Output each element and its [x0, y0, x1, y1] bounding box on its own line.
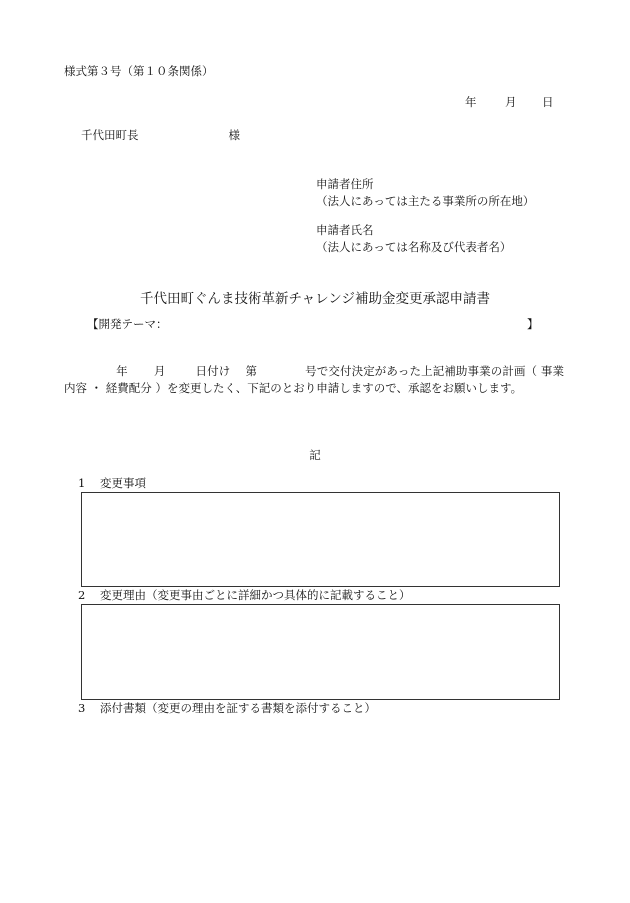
section-2-number: 2 [78, 588, 86, 602]
applicant-name-label: 申請者氏名 [316, 223, 374, 237]
section-1-number: 1 [78, 476, 86, 490]
section-2-heading [78, 589, 411, 603]
document-title: 千代田町ぐんま技術革新チャレンジ補助金変更承認申請書 [140, 291, 490, 307]
date-month-label: 月 [505, 95, 517, 109]
section-3-heading [78, 702, 376, 716]
body-main-text: 号で交付決定があった上記補助事業の計画（ 事業内容 ・ 経費配分 ）を変更したく、下記のとおり申請しますので、承認をお願いします。 [64, 364, 565, 396]
development-theme-line [87, 317, 539, 332]
applicant-name-block [316, 222, 511, 255]
applicant-name-note: （法人にあっては名称及び代表者名） [316, 239, 512, 254]
body-month: 月 [153, 364, 166, 378]
date-line [465, 96, 554, 110]
change-items-box[interactable] [81, 492, 560, 587]
applicant-address-label: 申請者住所 [316, 177, 374, 191]
form-number: 様式第３号（第１０条関係） [64, 64, 214, 78]
body-dai: 第 [245, 364, 258, 378]
theme-open-label: 【開発テーマ： [87, 317, 168, 331]
body-year: 年 [116, 364, 128, 378]
body-day-dated: 日付け [195, 364, 231, 378]
section-3-label: 添付書類（変更の理由を証する書類を添付すること） [100, 701, 376, 715]
change-reason-box[interactable] [81, 604, 560, 700]
addressee [81, 129, 240, 143]
date-day-label: 日 [542, 95, 554, 109]
section-3-number: 3 [78, 701, 86, 715]
section-1-label: 変更事項 [100, 476, 146, 490]
section-2-label: 変更理由（変更事由ごとに詳細かつ具体的に記載すること） [100, 588, 411, 602]
applicant-address-block [316, 176, 534, 209]
applicant-address-note: （法人にあっては主たる事業所の所在地） [316, 193, 535, 208]
addressee-suffix: 様 [228, 128, 240, 142]
ki-heading: 記 [309, 448, 321, 462]
section-1-heading [78, 477, 146, 491]
request-body-text [64, 363, 564, 398]
date-year-label: 年 [465, 95, 477, 109]
theme-close-bracket: 】 [527, 317, 539, 331]
addressee-name: 千代田町長 [81, 128, 139, 142]
